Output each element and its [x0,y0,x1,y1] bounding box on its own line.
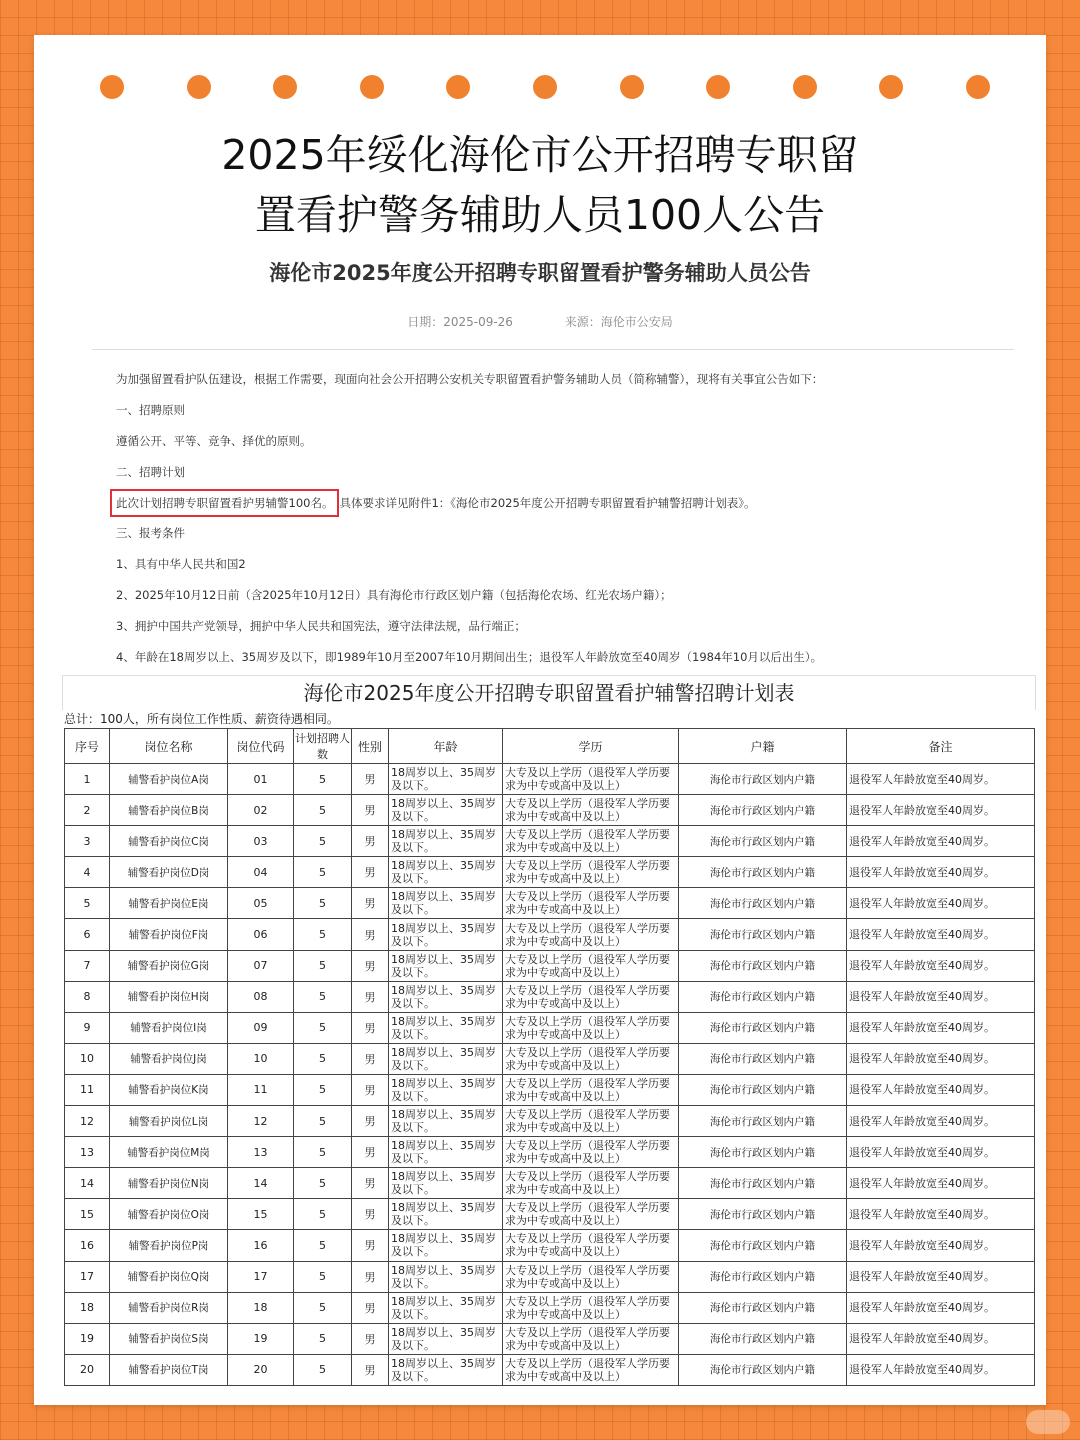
table-row [65,857,1035,888]
cell-position-name: 辅警看护岗位T岗 [110,1354,228,1385]
cell-position-code: 10 [228,1043,294,1074]
cell-note: 退役军人年龄放宽至40周岁。 [847,1137,1035,1168]
cell-age: 18周岁以上、35周岁及以下。 [389,1292,503,1323]
cell-position-name: 辅警看护岗位C岗 [110,826,228,857]
table-row [65,1261,1035,1292]
cell-education: 大专及以上学历（退役军人学历要求为中专或高中及以上） [503,1074,679,1105]
column-header: 户籍 [679,729,847,764]
cell-age: 18周岁以上、35周岁及以下。 [389,795,503,826]
cell-gender: 男 [352,1261,389,1292]
binder-dot [273,75,297,99]
cell-count: 5 [294,1012,352,1043]
condition-2: 2、2025年10月12日前（含2025年10月12日）具有海伦市行政区划户籍（包括海伦农场、红光农场户籍）； [116,588,672,602]
table-row [65,1292,1035,1323]
cell-note: 退役军人年龄放宽至40周岁。 [847,1106,1035,1137]
cell-note: 退役军人年龄放宽至40周岁。 [847,764,1035,795]
column-header: 备注 [847,729,1035,764]
cell-position-name: 辅警看护岗位B岗 [110,795,228,826]
cell-education: 大专及以上学历（退役军人学历要求为中专或高中及以上） [503,826,679,857]
cell-household: 海伦市行政区划内户籍 [679,795,847,826]
cell-household: 海伦市行政区划内户籍 [679,1074,847,1105]
cell-position-name: 辅警看护岗位O岗 [110,1199,228,1230]
cell-position-code: 04 [228,857,294,888]
column-header: 计划招聘人数 [294,729,352,764]
cell-note: 退役军人年龄放宽至40周岁。 [847,888,1035,919]
cell-age: 18周岁以上、35周岁及以下。 [389,1168,503,1199]
cell-household: 海伦市行政区划内户籍 [679,1261,847,1292]
cell-note: 退役军人年龄放宽至40周岁。 [847,1230,1035,1261]
table-row [65,950,1035,981]
cell-count: 5 [294,1292,352,1323]
cell-gender: 男 [352,981,389,1012]
plan-table-title: 海伦市2025年度公开招聘专职留置看护辅警招聘计划表 [62,675,1036,710]
table-row [65,1354,1035,1385]
cell-gender: 男 [352,888,389,919]
cell-note: 退役军人年龄放宽至40周岁。 [847,1261,1035,1292]
cell-gender: 男 [352,1074,389,1105]
cell-count: 5 [294,1261,352,1292]
column-header: 岗位名称 [110,729,228,764]
table-row [65,1106,1035,1137]
cell-position-name: 辅警看护岗位F岗 [110,919,228,950]
cell-count: 5 [294,1323,352,1354]
cell-number: 18 [65,1292,110,1323]
cell-note: 退役军人年龄放宽至40周岁。 [847,1323,1035,1354]
cell-position-name: 辅警看护岗位H岗 [110,981,228,1012]
cell-gender: 男 [352,1323,389,1354]
cell-education: 大专及以上学历（退役军人学历要求为中专或高中及以上） [503,1354,679,1385]
cell-age: 18周岁以上、35周岁及以下。 [389,1074,503,1105]
cell-note: 退役军人年龄放宽至40周岁。 [847,795,1035,826]
cell-count: 5 [294,888,352,919]
binder-dot [793,75,817,99]
cell-number: 2 [65,795,110,826]
cell-household: 海伦市行政区划内户籍 [679,1323,847,1354]
condition-4: 4、年龄在18周岁以上、35周岁及以下，即1989年10月至2007年10月期间出生；退役军人年龄放宽至40周岁（1984年10月以后出生）。 [116,650,823,664]
cell-age: 18周岁以上、35周岁及以下。 [389,1354,503,1385]
document-card [34,35,1046,1405]
page-title-line2: 置看护警务辅助人员100人公告 [254,191,826,239]
cell-position-code: 02 [228,795,294,826]
cell-number: 17 [65,1261,110,1292]
cell-age: 18周岁以上、35周岁及以下。 [389,1012,503,1043]
cell-note: 退役军人年龄放宽至40周岁。 [847,981,1035,1012]
table-row [65,1074,1035,1105]
cell-note: 退役军人年龄放宽至40周岁。 [847,1043,1035,1074]
cell-education: 大专及以上学历（退役军人学历要求为中专或高中及以上） [503,1199,679,1230]
cell-household: 海伦市行政区划内户籍 [679,1354,847,1385]
cell-household: 海伦市行政区划内户籍 [679,826,847,857]
table-row [65,795,1035,826]
cell-age: 18周岁以上、35周岁及以下。 [389,1261,503,1292]
cell-position-code: 03 [228,826,294,857]
cell-position-name: 辅警看护岗位E岗 [110,888,228,919]
plan-table [64,728,1035,1386]
cell-position-code: 19 [228,1323,294,1354]
cell-note: 退役军人年龄放宽至40周岁。 [847,919,1035,950]
cell-position-name: 辅警看护岗位Q岗 [110,1261,228,1292]
cell-gender: 男 [352,795,389,826]
condition-1: 1、具有中华人民共和国2 [116,557,246,571]
binder-dot [620,75,644,99]
table-row [65,1323,1035,1354]
cell-household: 海伦市行政区划内户籍 [679,1012,847,1043]
page-title [34,125,1046,245]
cell-education: 大专及以上学历（退役军人学历要求为中专或高中及以上） [503,764,679,795]
cell-position-name: 辅警看护岗位M岗 [110,1137,228,1168]
cell-note: 退役军人年龄放宽至40周岁。 [847,1168,1035,1199]
table-row [65,1012,1035,1043]
table-row [65,888,1035,919]
cell-position-code: 14 [228,1168,294,1199]
cell-gender: 男 [352,1012,389,1043]
page-title-line1: 2025年绥化海伦市公开招聘专职留 [221,131,859,179]
cell-gender: 男 [352,857,389,888]
cell-gender: 男 [352,764,389,795]
highlight-box: 此次计划招聘专职留置看护男辅警100名。 [110,489,339,517]
cell-education: 大专及以上学历（退役军人学历要求为中专或高中及以上） [503,1043,679,1074]
cell-note: 退役军人年龄放宽至40周岁。 [847,826,1035,857]
table-row [65,919,1035,950]
cell-household: 海伦市行政区划内户籍 [679,764,847,795]
cell-number: 9 [65,1012,110,1043]
cell-education: 大专及以上学历（退役军人学历要求为中专或高中及以上） [503,1012,679,1043]
cell-household: 海伦市行政区划内户籍 [679,857,847,888]
cell-count: 5 [294,1168,352,1199]
cell-position-name: 辅警看护岗位S岗 [110,1323,228,1354]
cell-gender: 男 [352,1168,389,1199]
cell-note: 退役军人年龄放宽至40周岁。 [847,1354,1035,1385]
cell-number: 12 [65,1106,110,1137]
cell-household: 海伦市行政区划内户籍 [679,919,847,950]
cell-number: 5 [65,888,110,919]
cell-household: 海伦市行政区划内户籍 [679,1137,847,1168]
cell-position-code: 18 [228,1292,294,1323]
cell-education: 大专及以上学历（退役军人学历要求为中专或高中及以上） [503,919,679,950]
cell-age: 18周岁以上、35周岁及以下。 [389,1106,503,1137]
cell-education: 大专及以上学历（退役军人学历要求为中专或高中及以上） [503,1292,679,1323]
cell-number: 3 [65,826,110,857]
cell-position-code: 09 [228,1012,294,1043]
cell-household: 海伦市行政区划内户籍 [679,1199,847,1230]
cell-position-name: 辅警看护岗位D岗 [110,857,228,888]
cell-position-code: 17 [228,1261,294,1292]
binder-dot [360,75,384,99]
cell-age: 18周岁以上、35周岁及以下。 [389,826,503,857]
cell-position-name: 辅警看护岗位K岗 [110,1074,228,1105]
plan-summary: 总计：100人，所有岗位工作性质、薪资待遇相同。 [64,712,339,726]
cell-education: 大专及以上学历（退役军人学历要求为中专或高中及以上） [503,1106,679,1137]
cell-position-name: 辅警看护岗位P岗 [110,1230,228,1261]
cell-position-code: 01 [228,764,294,795]
column-header: 性别 [352,729,389,764]
watermark [1026,1410,1070,1434]
cell-position-code: 11 [228,1074,294,1105]
cell-count: 5 [294,764,352,795]
table-row [65,981,1035,1012]
divider [92,349,1014,350]
table-row [65,764,1035,795]
binder-dot [533,75,557,99]
cell-education: 大专及以上学历（退役军人学历要求为中专或高中及以上） [503,857,679,888]
section-heading-1: 一、招聘原则 [116,403,185,417]
cell-education: 大专及以上学历（退役军人学历要求为中专或高中及以上） [503,1323,679,1354]
cell-education: 大专及以上学历（退役军人学历要求为中专或高中及以上） [503,888,679,919]
column-header: 学历 [503,729,679,764]
cell-position-code: 13 [228,1137,294,1168]
cell-count: 5 [294,1074,352,1105]
cell-age: 18周岁以上、35周岁及以下。 [389,1043,503,1074]
cell-education: 大专及以上学历（退役军人学历要求为中专或高中及以上） [503,1230,679,1261]
cell-age: 18周岁以上、35周岁及以下。 [389,981,503,1012]
cell-count: 5 [294,1043,352,1074]
table-row [65,1137,1035,1168]
cell-gender: 男 [352,1292,389,1323]
cell-number: 1 [65,764,110,795]
binder-dot [100,75,124,99]
column-header: 岗位代码 [228,729,294,764]
cell-number: 10 [65,1043,110,1074]
cell-household: 海伦市行政区划内户籍 [679,1043,847,1074]
cell-note: 退役军人年龄放宽至40周岁。 [847,1012,1035,1043]
cell-count: 5 [294,1354,352,1385]
table-row [65,1230,1035,1261]
cell-education: 大专及以上学历（退役军人学历要求为中专或高中及以上） [503,950,679,981]
section-body-2-rest: 具体要求详见附件1：《海伦市2025年度公开招聘专职留置看护辅警招聘计划表》。 [339,496,756,510]
cell-age: 18周岁以上、35周岁及以下。 [389,1137,503,1168]
binder-dot [706,75,730,99]
table-row [65,1168,1035,1199]
cell-count: 5 [294,950,352,981]
cell-household: 海伦市行政区划内户籍 [679,1292,847,1323]
cell-number: 16 [65,1230,110,1261]
cell-note: 退役军人年龄放宽至40周岁。 [847,950,1035,981]
cell-education: 大专及以上学历（退役军人学历要求为中专或高中及以上） [503,1137,679,1168]
cell-count: 5 [294,1106,352,1137]
cell-number: 7 [65,950,110,981]
cell-note: 退役军人年龄放宽至40周岁。 [847,857,1035,888]
cell-age: 18周岁以上、35周岁及以下。 [389,888,503,919]
cell-count: 5 [294,826,352,857]
intro-paragraph: 为加强留置看护队伍建设，根据工作需要，现面向社会公开招聘公安机关专职留置看护警务辅助人员（简称辅警），现将有关事宜公告如下： [116,372,824,386]
column-header: 年龄 [389,729,503,764]
article-meta [34,313,1046,330]
binder-dot [879,75,903,99]
cell-note: 退役军人年龄放宽至40周岁。 [847,1074,1035,1105]
cell-education: 大专及以上学历（退役军人学历要求为中专或高中及以上） [503,795,679,826]
binder-dot [966,75,990,99]
cell-gender: 男 [352,919,389,950]
table-row [65,1199,1035,1230]
cell-household: 海伦市行政区划内户籍 [679,981,847,1012]
cell-gender: 男 [352,1199,389,1230]
cell-education: 大专及以上学历（退役军人学历要求为中专或高中及以上） [503,1168,679,1199]
cell-number: 19 [65,1323,110,1354]
cell-age: 18周岁以上、35周岁及以下。 [389,1323,503,1354]
cell-age: 18周岁以上、35周岁及以下。 [389,1199,503,1230]
cell-note: 退役军人年龄放宽至40周岁。 [847,1199,1035,1230]
cell-position-code: 16 [228,1230,294,1261]
cell-count: 5 [294,1199,352,1230]
cell-count: 5 [294,795,352,826]
cell-household: 海伦市行政区划内户籍 [679,888,847,919]
cell-number: 11 [65,1074,110,1105]
cell-count: 5 [294,1230,352,1261]
cell-age: 18周岁以上、35周岁及以下。 [389,764,503,795]
cell-age: 18周岁以上、35周岁及以下。 [389,857,503,888]
cell-number: 20 [65,1354,110,1385]
cell-position-name: 辅警看护岗位A岗 [110,764,228,795]
cell-position-name: 辅警看护岗位I岗 [110,1012,228,1043]
plan-table-section [64,675,1034,1386]
cell-education: 大专及以上学历（退役军人学历要求为中专或高中及以上） [503,981,679,1012]
column-header: 序号 [65,729,110,764]
cell-household: 海伦市行政区划内户籍 [679,1106,847,1137]
cell-gender: 男 [352,1354,389,1385]
cell-number: 15 [65,1199,110,1230]
cell-number: 6 [65,919,110,950]
cell-gender: 男 [352,1043,389,1074]
section-heading-3: 三、报考条件 [116,526,185,540]
binder-dots [34,75,1046,101]
article-title: 海伦市2025年度公开招聘专职留置看护警务辅助人员公告 [269,261,811,285]
cell-count: 5 [294,981,352,1012]
cell-position-code: 05 [228,888,294,919]
cell-position-code: 12 [228,1106,294,1137]
cell-gender: 男 [352,950,389,981]
cell-position-name: 辅警看护岗位R岗 [110,1292,228,1323]
binder-dot [187,75,211,99]
cell-position-name: 辅警看护岗位N岗 [110,1168,228,1199]
cell-age: 18周岁以上、35周岁及以下。 [389,950,503,981]
cell-number: 14 [65,1168,110,1199]
cell-household: 海伦市行政区划内户籍 [679,950,847,981]
cell-position-name: 辅警看护岗位G岗 [110,950,228,981]
section-heading-2: 二、招聘计划 [116,465,185,479]
binder-dot [446,75,470,99]
cell-position-code: 08 [228,981,294,1012]
table-row [65,826,1035,857]
cell-number: 8 [65,981,110,1012]
cell-position-name: 辅警看护岗位J岗 [110,1043,228,1074]
cell-gender: 男 [352,1230,389,1261]
cell-age: 18周岁以上、35周岁及以下。 [389,1230,503,1261]
cell-position-code: 07 [228,950,294,981]
condition-3: 3、拥护中国共产党领导，拥护中华人民共和国宪法，遵守法律法规，品行端正； [116,619,526,633]
cell-position-name: 辅警看护岗位L岗 [110,1106,228,1137]
cell-age: 18周岁以上、35周岁及以下。 [389,919,503,950]
cell-household: 海伦市行政区划内户籍 [679,1168,847,1199]
cell-position-code: 20 [228,1354,294,1385]
cell-number: 13 [65,1137,110,1168]
section-body-1: 遵循公开、平等、竞争、择优的原则。 [116,434,312,448]
cell-education: 大专及以上学历（退役军人学历要求为中专或高中及以上） [503,1261,679,1292]
cell-position-code: 15 [228,1199,294,1230]
article-source: 来源：海伦市公安局 [564,315,673,329]
section-body-2 [116,489,756,517]
cell-gender: 男 [352,1137,389,1168]
cell-household: 海伦市行政区划内户籍 [679,1230,847,1261]
cell-number: 4 [65,857,110,888]
table-row [65,1043,1035,1074]
cell-count: 5 [294,919,352,950]
table-header-row [65,729,1035,764]
cell-gender: 男 [352,826,389,857]
cell-note: 退役军人年龄放宽至40周岁。 [847,1292,1035,1323]
cell-count: 5 [294,857,352,888]
cell-count: 5 [294,1137,352,1168]
cell-gender: 男 [352,1106,389,1137]
article-date: 日期：2025-09-26 [407,315,513,329]
cell-position-code: 06 [228,919,294,950]
